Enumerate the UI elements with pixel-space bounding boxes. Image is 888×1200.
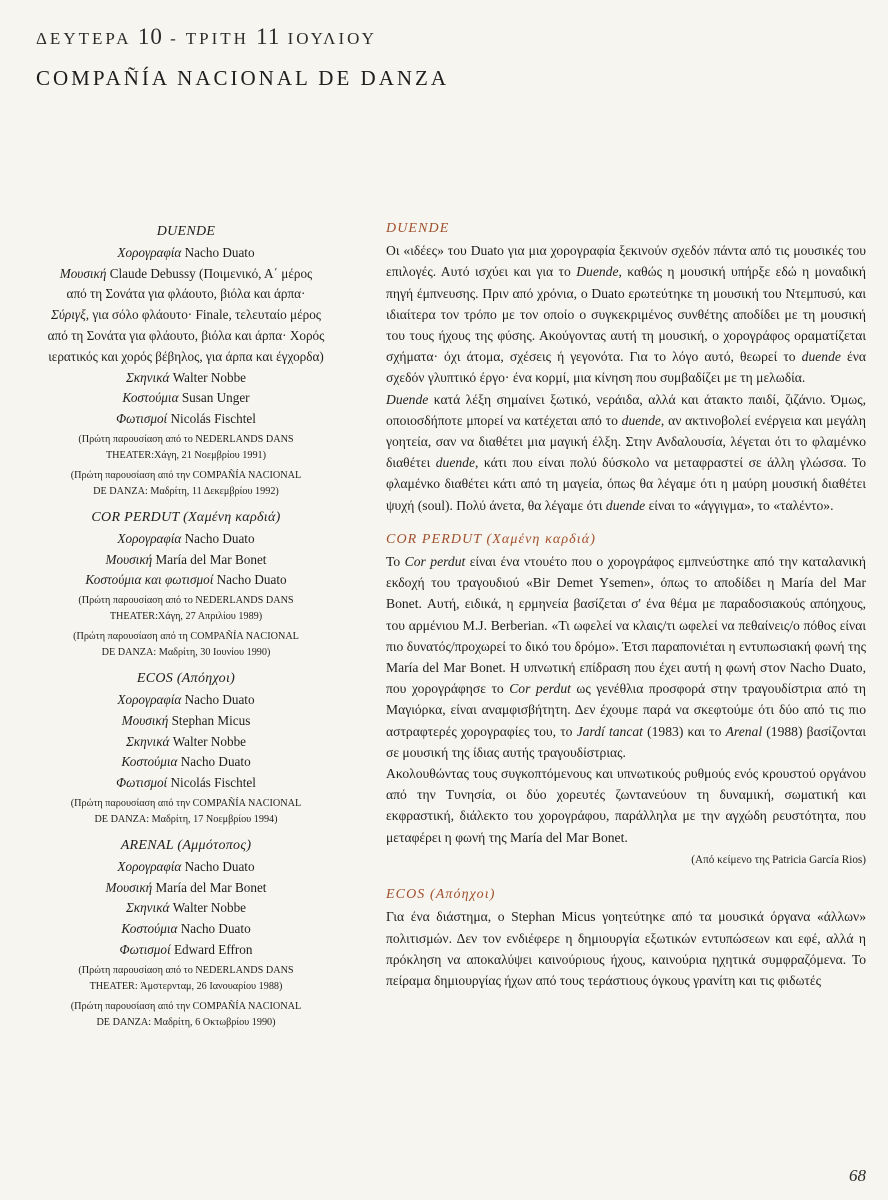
credit-role: Σκηνικά (125, 733, 170, 749)
credit-line (40, 940, 332, 961)
premiere-note (40, 999, 332, 1031)
credit-name: Stephan Micus (171, 712, 251, 728)
paragraph: Duende κατά λέξη σημαίνει ξωτικό, νεράιδα, αλλά και άτακτο παιδί, ζιζάνιο. Όμως, οποιοσδήποτε μπορεί να κατέχεται από το duende, αν ακτινοβολεί ενέργεια και μεγάλη γοητεία, σαν να διαθέτει μια μαγική έλξη. Στην Ανδαλουσία, λέγεται ότι το φλαμένκο διαθέτει duende, κάτι που είναι πολύ δύσκολο να μεταφραστεί σε άλλη γλώσσα. Το φλαμένκο διαθέτει κάτι από τη μαγεία, όπως θα λέγαμε ότι η μαύρη μουσική διαθέτει ψυχή (soul). Πολύ άνετα, θα λέγαμε ότι duende είναι το «άγγιγμα», το «ταλέντο». (386, 391, 866, 513)
credit-line (40, 264, 332, 285)
credit-block (40, 508, 332, 661)
credit-line (40, 898, 332, 919)
credit-role: Σκηνικά (125, 900, 170, 916)
premiere-line: (Πρώτη παρουσίαση από την COMPAÑÍA NACIONAL (70, 469, 302, 481)
credit-line (40, 752, 332, 773)
credit-name: Walter Nobbe (172, 900, 247, 916)
source-credit: (Από κείμενο της Patricia García Rios) (691, 853, 866, 866)
credit-block (40, 222, 332, 500)
header-day-2: ΤΡΙΤΗ (185, 29, 249, 48)
premiere-line: (Πρώτη παρουσίαση από το NEDERLANDS DANS (78, 433, 294, 445)
credit-line (40, 305, 332, 326)
credit-role: Κοστούμια και φωτισμοί (85, 572, 214, 588)
credit-name: από τη Σονάτα για φλάουτο, βιόλα και άρπα· Χορός (47, 327, 325, 343)
credit-role: Χορογραφία (117, 691, 182, 707)
paragraph: Οι «ιδέες» του Duato για μια χορογραφία ξεκινούν σχεδόν πάντα από τις μουσικές του επιλογές. Αυτό ισχύει και για το Duende, καθώς η μουσική υπήρξε εδώ η μοναδική πηγή έμπνευσης. Πριν από χρόνια, ο Duato ερωτεύτηκε τη μουσική του Ντεμπυσύ, και ιδιαίτερα τον τρόπο με τον οποίο ο συγκεκριμένος συνθέτης αποδίδει με τη μουσική του τους ήχους της φύσης. Ακούγοντας αυτή τη μουσική, ο χορογράφος οραματίζεται σχήματα· όχι άτομα, σχέσεις ή γεγονότα. Για το λόγο αυτό, θεωρεί το duende ένα σχεδόν γλυπτικό έργο· ένα κορμί, μια κίνηση που συμβαδίζει με τη μελωδία. (386, 243, 866, 386)
credit-name: Nicolás Fischtel (170, 775, 256, 791)
credit-line (40, 347, 332, 368)
credit-role: Μουσική (105, 879, 153, 895)
header-date (36, 24, 377, 50)
credit-role: Κοστούμια (121, 921, 178, 937)
credit-name: Nacho Duato (184, 244, 255, 260)
credit-line (40, 857, 332, 878)
credit-line (40, 243, 332, 264)
premiere-note (40, 963, 332, 995)
header-day-number-2: 11 (256, 24, 281, 49)
credit-name: Susan Unger (181, 390, 250, 406)
credit-line (40, 570, 332, 591)
credit-line (40, 388, 332, 409)
credit-name: Nacho Duato (184, 530, 255, 546)
premiere-line: (Πρώτη παρουσίαση από το NEDERLANDS DANS (78, 964, 294, 976)
credit-name: Nacho Duato (180, 921, 251, 937)
premiere-note (40, 468, 332, 500)
credit-line (40, 409, 332, 430)
paragraph: Ακολουθώντας τους συγκοπτόμενους και υπνωτικούς ρυθμούς ενός κρουστού οργάνου από την Τυνησία, οι δύο χορευτές ζωντανεύουν τη δυναμική, σωματική και εκφραστική, διάλεκτο του χορογράφου, παράλληλα με την αγχώδη ρευστότητα, που μεταφέρει η φωνή της María del Mar Bonet. (386, 766, 866, 845)
credit-line (40, 284, 332, 305)
text-section (386, 884, 866, 991)
credit-name: Nicolás Fischtel (170, 411, 256, 427)
credit-block (40, 669, 332, 828)
work-title: ECOS (Απόηχοι) (136, 671, 236, 687)
section-heading: ECOS (Απόηχοι) (386, 887, 496, 903)
credit-name: Nacho Duato (184, 858, 255, 874)
premiere-note (40, 796, 332, 828)
credit-name: για σόλο φλάουτο· Finale, τελευταίο μέρος (92, 307, 322, 323)
premiere-line: DE DANZA: Μαδρίτη, 17 Νοεμβρίου 1994) (94, 813, 278, 825)
credit-name: María del Mar Bonet (155, 879, 267, 895)
credit-name: María del Mar Bonet (155, 551, 267, 567)
credit-line (40, 878, 332, 899)
credit-name: Nacho Duato (180, 754, 251, 770)
credit-role: Μουσική (59, 265, 107, 281)
work-title: ARENAL (Αμμότοπος) (120, 837, 252, 853)
work-title: COR PERDUT (Χαμένη καρδιά) (91, 509, 281, 525)
credit-name: Walter Nobbe (172, 369, 247, 385)
premiere-line: (Πρώτη παρουσίαση από την COMPAÑÍA NACIONAL (70, 1000, 302, 1012)
premiere-line: DE DANZA: Μαδρίτη, 6 Οκτωβρίου 1990) (96, 1016, 276, 1028)
credit-role: Σύριγξ, (50, 307, 90, 323)
credit-name: Nacho Duato (184, 691, 255, 707)
text-section (386, 218, 866, 516)
credits-column (40, 222, 332, 1039)
premiere-note (40, 432, 332, 464)
credit-line (40, 919, 332, 940)
credit-name: Walter Nobbe (172, 733, 247, 749)
credit-name: Claude Debussy (Ποιμενικό, Α΄ μέρος (109, 265, 313, 281)
credit-role: Κοστούμια (122, 390, 179, 406)
credit-line (40, 711, 332, 732)
credit-role: Μουσική (105, 551, 153, 567)
credit-role: Κοστούμια (121, 754, 178, 770)
header-day-1: ΔΕΥΤΕΡΑ (36, 29, 131, 48)
credit-line (40, 773, 332, 794)
section-heading: COR PERDUT (Χαμένη καρδιά) (386, 531, 596, 547)
credit-name: ιερατικός και χορός βέβηλος, για άρπα και έγχορδα) (48, 348, 324, 364)
credit-line (40, 529, 332, 550)
header-separator: - (170, 29, 179, 48)
credit-line (40, 690, 332, 711)
paragraph: Για ένα διάστημα, ο Stephan Micus γοητεύτηκε από τα μουσικά όργανα «άλλων» πολιτισμών. Δεν τον ενδιέφερε η δημιουργία εξωτικών εντυπώσεων και εφέ, αλλά η πρόκληση να αποκαλύψει καινούριους ήχους, καινούρια ηχητικά συμφραζόμενα. Το πείραμα δημιουργίας ήχων από τους τεράστιους όγκους γρανίτη και τις φιδωτές (386, 909, 866, 988)
credit-line (40, 326, 332, 347)
premiere-line: DE DANZA: Μαδρίτη, 11 Δεκεμβρίου 1992) (93, 485, 279, 497)
credit-role: Χορογραφία (117, 530, 182, 546)
credit-name: Edward Effron (173, 941, 253, 957)
work-title: DUENDE (156, 224, 216, 239)
credit-line (40, 732, 332, 753)
premiere-line: DE DANZA: Μαδρίτη, 30 Ιουνίου 1990) (101, 647, 271, 659)
text-section (386, 529, 866, 871)
page-number: 68 (849, 1166, 866, 1185)
paragraph: Το Cor perdut είναι ένα ντουέτο που ο χορογράφος εμπνεύστηκε από την καταλανική εκδοχή του τραγουδιού «Bir Demet Ysemen», όπως το αποδίδει η María del Mar Bonet. Αυτή, ειδικά, η ερμηνεία βασίζεται σ' ένα θέμα με παραδοσιακούς απόηχους, του αρμένιου M.J. Berberian. «Τι ωφελεί να κλαις/τι ωφελεί να πεθαίνεις/ο πόθος είναι πιο δυνατός/προχωρεί το δικό του δρόμο». Έτσι παραπονιέται η εντυπωσιακή φωνή της María del Mar Bonet. Η υπνωτική επίδραση που έχει αυτή η φωνή στον Nacho Duato, που χορογράφησε το Cor perdut ως γενέθλια προσφορά στην τραγουδίστρια από τη Μαγιόρκα, είναι αναμφισβήτητη. Δεν έχουμε παρά να σκεφτούμε ότι δύο από τις πιο αστραφτερές χορογραφίες του, το Jardí tancat (1983) και το Arenal (1988) βασίζονται σε μουσική της ίδιας αυτής τραγουδίστριας. (386, 554, 867, 760)
credit-name: Nacho Duato (216, 572, 287, 588)
premiere-note (40, 629, 332, 661)
premiere-line: (Πρώτη παρουσίαση από το NEDERLANDS DANS (78, 595, 294, 607)
section-heading: DUENDE (386, 221, 450, 236)
texts-column (386, 218, 866, 1004)
credit-role: Χορογραφία (117, 858, 182, 874)
credit-line (40, 550, 332, 571)
company-title: COMPAÑÍA NACIONAL DE DANZA (36, 66, 450, 90)
premiere-line: THEATER:Χάγη, 27 Απριλίου 1989) (109, 611, 263, 623)
premiere-note (40, 593, 332, 625)
header-day-number-1: 10 (137, 24, 163, 49)
credit-role: Φωτισμοί (116, 411, 168, 427)
credit-role: Φωτισμοί (116, 775, 168, 791)
credit-role: Χορογραφία (117, 244, 182, 260)
premiere-line: (Πρώτη παρουσίαση από τη COMPAÑÍA NACIONAL (73, 631, 299, 643)
header-month: ΙΟΥΛΙΟΥ (287, 29, 377, 48)
credit-role: Μουσική (121, 712, 169, 728)
premiere-line: (Πρώτη παρουσίαση από την COMPAÑÍA NACIONAL (70, 797, 302, 809)
premiere-line: THEATER:Χάγη, 21 Νοεμβρίου 1991) (105, 449, 267, 461)
premiere-line: THEATER: Άμστερνταμ, 26 Ιανουαρίου 1988) (89, 980, 283, 992)
credit-role: Φωτισμοί (119, 941, 171, 957)
credit-role: Σκηνικά (125, 369, 170, 385)
credit-block (40, 836, 332, 1031)
credit-name: από τη Σονάτα για φλάουτο, βιόλα και άρπα· (66, 286, 306, 302)
credit-line (40, 368, 332, 389)
